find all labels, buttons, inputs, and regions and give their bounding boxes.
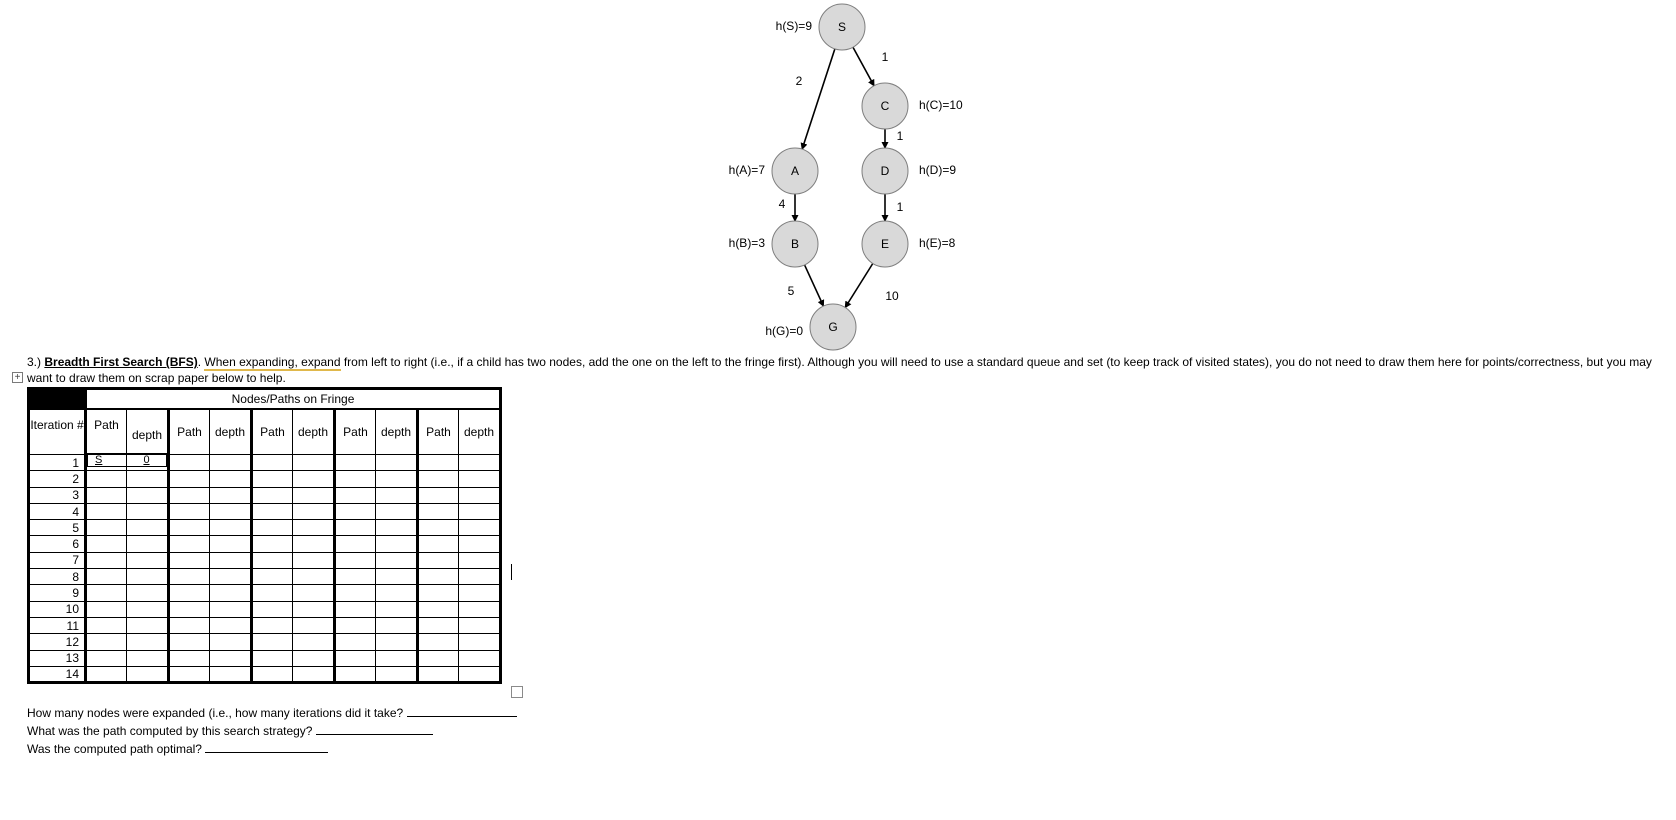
question-title: Breadth First Search (BFS): [44, 355, 198, 369]
depth-cell[interactable]: [293, 569, 335, 585]
depth-cell[interactable]: [210, 455, 252, 471]
path-cell[interactable]: [86, 455, 127, 471]
table-row: [29, 487, 501, 503]
depth-cell[interactable]: [127, 666, 169, 682]
answer-blank-nodes-expanded[interactable]: [407, 704, 517, 717]
path-cell[interactable]: [335, 634, 376, 650]
heuristic-label: h(S)=9: [775, 19, 812, 34]
path-cell[interactable]: [169, 552, 210, 568]
answer-blank-path-computed[interactable]: [316, 722, 433, 735]
followup-questions: [27, 704, 517, 758]
path-cell[interactable]: [86, 520, 127, 536]
question-body: from left to right (i.e., if a child has two nodes, add the one on the left to the fringe first). Although you will need to use a standard queue and set (to keep track of visited states), you do not need to draw them here for points/correctness, but you may want to draw them on scrap paper below to help.: [27, 355, 1652, 385]
path-cell[interactable]: [169, 471, 210, 487]
depth-header: depth: [127, 409, 169, 455]
table-row: [29, 503, 501, 519]
path-cell[interactable]: [252, 585, 293, 601]
depth-cell[interactable]: [210, 503, 252, 519]
depth-cell[interactable]: [127, 634, 169, 650]
fringe-table: [27, 387, 502, 684]
path-cell[interactable]: [252, 487, 293, 503]
question-nodes-expanded: [27, 704, 517, 722]
question-path-computed: [27, 722, 517, 740]
question-title-separator: .: [197, 355, 205, 369]
table-row: [29, 666, 501, 682]
path-cell[interactable]: [418, 650, 459, 666]
depth-cell[interactable]: [127, 536, 169, 552]
path-cell[interactable]: [252, 471, 293, 487]
path-cell[interactable]: [418, 503, 459, 519]
fringe-table-title: Nodes/Paths on Fringe: [86, 389, 501, 409]
edge-cost-label: 1: [881, 50, 889, 65]
path-cell[interactable]: [418, 520, 459, 536]
depth-cell[interactable]: [376, 569, 418, 585]
path-cell[interactable]: [418, 666, 459, 682]
edge-cost-label: 5: [787, 284, 795, 299]
iteration-number: 10: [29, 601, 86, 617]
table-row: [29, 601, 501, 617]
path-cell[interactable]: [335, 536, 376, 552]
depth-cell[interactable]: [293, 650, 335, 666]
path-cell[interactable]: [86, 471, 127, 487]
path-cell[interactable]: [418, 552, 459, 568]
depth-cell[interactable]: [210, 634, 252, 650]
depth-cell[interactable]: [376, 520, 418, 536]
depth-cell[interactable]: [459, 471, 501, 487]
graph-node-s: [776, 4, 865, 50]
path-cell[interactable]: [418, 585, 459, 601]
path-cell[interactable]: [252, 634, 293, 650]
path-cell[interactable]: [418, 569, 459, 585]
iteration-number: 8: [29, 569, 86, 585]
path-cell[interactable]: [86, 569, 127, 585]
depth-cell[interactable]: [459, 666, 501, 682]
path-cell[interactable]: [335, 503, 376, 519]
heuristic-label: h(G)=0: [765, 324, 803, 339]
path-cell[interactable]: [169, 634, 210, 650]
table-row: [29, 552, 501, 568]
edge-cost-label: 2: [795, 74, 803, 89]
path-cell[interactable]: [169, 601, 210, 617]
depth-cell[interactable]: [293, 601, 335, 617]
grammar-squiggle-text: When expanding, expand: [204, 355, 341, 369]
depth-cell[interactable]: [127, 552, 169, 568]
question-path-optimal-text: Was the computed path optimal?: [27, 742, 202, 756]
node-label: S: [837, 20, 847, 35]
path-cell[interactable]: [86, 503, 127, 519]
depth-cell[interactable]: [376, 634, 418, 650]
iteration-number: 6: [29, 536, 86, 552]
path-cell[interactable]: [169, 536, 210, 552]
graph-node-e: [862, 221, 956, 267]
iteration-number: 1: [29, 455, 86, 471]
depth-cell[interactable]: [459, 585, 501, 601]
question-3-text: [27, 355, 1676, 386]
depth-cell[interactable]: [459, 536, 501, 552]
depth-cell[interactable]: [210, 617, 252, 633]
iteration-number: 7: [29, 552, 86, 568]
path-cell[interactable]: [252, 569, 293, 585]
depth-cell[interactable]: [293, 585, 335, 601]
path-cell[interactable]: [169, 503, 210, 519]
path-cell[interactable]: [169, 520, 210, 536]
path-header: Path: [252, 409, 293, 455]
table-row: [29, 471, 501, 487]
path-cell[interactable]: [169, 617, 210, 633]
iteration-header: Iteration #: [29, 409, 86, 455]
path-cell[interactable]: [169, 569, 210, 585]
depth-cell[interactable]: [376, 617, 418, 633]
node-label: D: [880, 164, 890, 179]
depth-cell[interactable]: [210, 487, 252, 503]
edge-s-c: [853, 47, 874, 86]
path-cell[interactable]: [252, 666, 293, 682]
depth-cell[interactable]: [376, 650, 418, 666]
path-cell[interactable]: [335, 617, 376, 633]
depth-cell[interactable]: [210, 552, 252, 568]
depth-cell[interactable]: [293, 455, 335, 471]
table-row: [29, 536, 501, 552]
depth-cell[interactable]: [210, 650, 252, 666]
iteration-number: 11: [29, 617, 86, 633]
table-row: [29, 455, 501, 471]
path-cell[interactable]: [418, 471, 459, 487]
depth-cell[interactable]: [127, 601, 169, 617]
question-number: 3.): [27, 355, 42, 369]
path-cell[interactable]: [335, 585, 376, 601]
depth-cell[interactable]: [459, 650, 501, 666]
depth-cell[interactable]: [210, 666, 252, 682]
depth-cell[interactable]: [376, 585, 418, 601]
depth-cell[interactable]: [210, 585, 252, 601]
path-cell[interactable]: [335, 455, 376, 471]
edge-cost-label: 4: [778, 197, 786, 212]
path-header: Path: [86, 409, 127, 455]
question-nodes-expanded-text: How many nodes were expanded (i.e., how many iterations did it take?: [27, 706, 404, 720]
depth-cell[interactable]: [293, 536, 335, 552]
first-path-value: S: [87, 453, 126, 467]
depth-header: depth: [376, 409, 418, 455]
question-path-computed-text: What was the path computed by this search strategy?: [27, 724, 313, 738]
path-cell[interactable]: [418, 617, 459, 633]
path-cell[interactable]: [418, 601, 459, 617]
path-cell[interactable]: [169, 487, 210, 503]
edge-cost-label: 1: [896, 200, 904, 215]
depth-cell[interactable]: [459, 634, 501, 650]
edge-s-a: [802, 49, 835, 149]
edge-cost-label: 10: [885, 289, 899, 304]
path-cell[interactable]: [86, 634, 127, 650]
graph-node-a: [729, 148, 818, 194]
path-header: Path: [335, 409, 376, 455]
path-cell[interactable]: [252, 617, 293, 633]
path-cell[interactable]: [252, 650, 293, 666]
iteration-number: 4: [29, 503, 86, 519]
path-cell[interactable]: [335, 487, 376, 503]
depth-cell[interactable]: [210, 520, 252, 536]
heuristic-label: h(E)=8: [919, 236, 956, 251]
path-cell[interactable]: [252, 601, 293, 617]
first-depth-value: 0: [127, 453, 167, 467]
path-cell[interactable]: [335, 650, 376, 666]
depth-cell[interactable]: [459, 455, 501, 471]
depth-cell[interactable]: [459, 487, 501, 503]
depth-cell[interactable]: [293, 503, 335, 519]
path-header: Path: [169, 409, 210, 455]
iteration-number: 2: [29, 471, 86, 487]
edge-e-g: [845, 263, 873, 307]
edge-b-g: [805, 265, 824, 306]
depth-cell[interactable]: [459, 520, 501, 536]
node-label: C: [880, 99, 890, 114]
depth-cell[interactable]: [293, 487, 335, 503]
depth-cell[interactable]: [376, 471, 418, 487]
depth-cell[interactable]: [127, 617, 169, 633]
depth-cell[interactable]: [376, 487, 418, 503]
path-cell[interactable]: [86, 536, 127, 552]
depth-cell[interactable]: [127, 520, 169, 536]
depth-header: depth: [459, 409, 501, 455]
graph-node-d: [862, 148, 956, 194]
path-cell[interactable]: [335, 569, 376, 585]
text-cursor: [511, 564, 512, 580]
depth-cell[interactable]: [127, 585, 169, 601]
path-cell[interactable]: [335, 601, 376, 617]
iteration-number: 5: [29, 520, 86, 536]
path-header: Path: [418, 409, 459, 455]
depth-cell[interactable]: [127, 569, 169, 585]
path-cell[interactable]: [169, 650, 210, 666]
depth-cell[interactable]: [459, 617, 501, 633]
depth-cell[interactable]: [293, 471, 335, 487]
path-cell[interactable]: [169, 585, 210, 601]
path-cell[interactable]: [418, 455, 459, 471]
graph-node-c: [862, 83, 963, 129]
path-cell[interactable]: [86, 585, 127, 601]
table-row: [29, 569, 501, 585]
path-cell[interactable]: [169, 455, 210, 471]
iteration-number: 12: [29, 634, 86, 650]
depth-cell[interactable]: [376, 536, 418, 552]
path-cell[interactable]: [252, 455, 293, 471]
table-move-handle-icon[interactable]: +: [12, 372, 23, 383]
node-label: E: [880, 237, 890, 252]
graph-node-g: [765, 304, 856, 350]
table-row: [29, 520, 501, 536]
depth-cell[interactable]: [376, 552, 418, 568]
path-cell[interactable]: [86, 601, 127, 617]
depth-cell[interactable]: [293, 552, 335, 568]
table-resize-handle-icon[interactable]: [511, 686, 523, 698]
question-path-optimal: [27, 740, 517, 758]
depth-cell[interactable]: [293, 634, 335, 650]
iteration-number: 3: [29, 487, 86, 503]
table-row: [29, 634, 501, 650]
heuristic-label: h(B)=3: [728, 236, 765, 251]
path-cell[interactable]: [335, 471, 376, 487]
depth-header: depth: [293, 409, 335, 455]
depth-cell[interactable]: [376, 666, 418, 682]
depth-cell[interactable]: [127, 503, 169, 519]
depth-cell[interactable]: [127, 471, 169, 487]
path-cell[interactable]: [252, 520, 293, 536]
graph-node-b: [729, 221, 818, 267]
depth-header: depth: [210, 409, 252, 455]
depth-cell[interactable]: [210, 471, 252, 487]
depth-cell[interactable]: [127, 455, 169, 471]
iteration-number: 13: [29, 650, 86, 666]
path-cell[interactable]: [418, 536, 459, 552]
node-label: G: [828, 320, 838, 335]
heuristic-label: h(D)=9: [919, 163, 957, 178]
path-cell[interactable]: [252, 552, 293, 568]
depth-cell[interactable]: [376, 455, 418, 471]
path-cell[interactable]: [252, 536, 293, 552]
answer-blank-path-optimal[interactable]: [205, 740, 328, 753]
depth-cell[interactable]: [459, 503, 501, 519]
node-label: A: [790, 164, 800, 179]
path-cell[interactable]: [86, 650, 127, 666]
table-row: [29, 585, 501, 601]
path-cell[interactable]: [86, 666, 127, 682]
table-row: [29, 617, 501, 633]
depth-cell[interactable]: [210, 601, 252, 617]
iteration-number: 14: [29, 666, 86, 682]
node-label: B: [790, 237, 800, 252]
path-cell[interactable]: [86, 487, 127, 503]
heuristic-label: h(C)=10: [919, 98, 963, 113]
iteration-number: 9: [29, 585, 86, 601]
path-cell[interactable]: [169, 666, 210, 682]
path-cell[interactable]: [418, 487, 459, 503]
depth-cell[interactable]: [459, 552, 501, 568]
path-cell[interactable]: [335, 552, 376, 568]
path-cell[interactable]: [335, 520, 376, 536]
depth-cell[interactable]: [210, 569, 252, 585]
depth-cell[interactable]: [293, 666, 335, 682]
search-graph: [0, 0, 1676, 360]
depth-cell[interactable]: [293, 520, 335, 536]
path-cell[interactable]: [86, 552, 127, 568]
path-cell[interactable]: [335, 666, 376, 682]
depth-cell[interactable]: [376, 503, 418, 519]
path-cell[interactable]: [418, 634, 459, 650]
depth-cell[interactable]: [293, 617, 335, 633]
depth-cell[interactable]: [127, 487, 169, 503]
depth-cell[interactable]: [459, 569, 501, 585]
table-corner-cell: [29, 389, 86, 409]
path-cell[interactable]: [86, 617, 127, 633]
table-row: [29, 650, 501, 666]
depth-cell[interactable]: [459, 601, 501, 617]
depth-cell[interactable]: [210, 536, 252, 552]
depth-cell[interactable]: [376, 601, 418, 617]
heuristic-label: h(A)=7: [728, 163, 765, 178]
edge-cost-label: 1: [896, 129, 904, 144]
depth-cell[interactable]: [127, 650, 169, 666]
path-cell[interactable]: [252, 503, 293, 519]
